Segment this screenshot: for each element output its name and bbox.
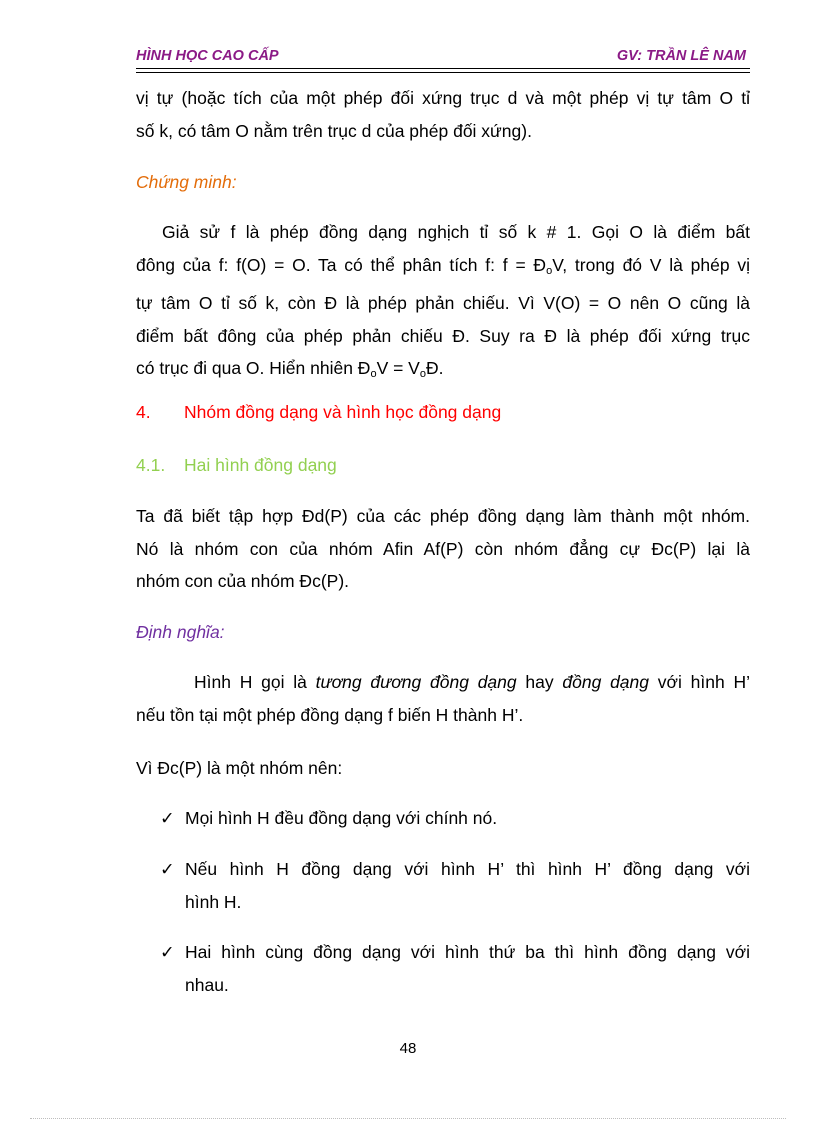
text-line: hình H. [185, 891, 242, 912]
text-line: vị tự (hoặc tích của một phép đối xứng trục d và một phép vị tự tâm O tỉ [136, 88, 750, 108]
text-line: Nếu hình H đồng dạng với hình H’ thì hình H’ đồng dạng với [185, 859, 750, 879]
text-line: có trục đi qua O. Hiển nhiên $Đ_oV$ = $V_oĐ$. [136, 358, 444, 380]
text-line: đông của f: f(O) = O. Ta có thể phân tích f: $f = Đ_oV$, trong đó V là phép vị [136, 254, 750, 277]
since-line [136, 752, 750, 785]
similarity-group-paragraph [136, 500, 750, 598]
text-line: nhau. [185, 974, 229, 995]
text-line: tự tâm O tỉ số k, còn Đ là phép phản chiếu. Vì V(O) = O nên O cũng là [136, 293, 750, 313]
page-number: 48 [399, 1040, 417, 1057]
text-line: Hai hình cùng đồng dạng với hình thứ ba thì hình đồng dạng với [185, 942, 750, 962]
checkmark-icon: ✓ [160, 808, 175, 828]
text-line: số k, có tâm O nằm trên trục d của phép đối xứng). [136, 120, 532, 141]
text-line: nhóm con của nhóm Đc(P). [136, 571, 350, 591]
text-line: Nó là nhóm con của nhóm Afin Af(P) còn nhóm đẳng cự Đc(P) lại là [136, 538, 750, 559]
text-line: Ta đã biết tập hợp Đd(P) của các phép đồng dạng làm thành một nhóm. [136, 506, 750, 526]
header-rule-thin [136, 72, 750, 73]
checkmark-icon: ✓ [160, 859, 175, 879]
section-4-heading [136, 402, 501, 423]
proof-paragraph [136, 216, 750, 391]
definition-paragraph [136, 666, 750, 731]
text-line: điểm bất đông của phép phản chiếu Đ. Suy ra Đ là phép đối xứng trục [136, 325, 750, 346]
intro-paragraph [136, 82, 750, 147]
section-title: Hai hình đồng dạng [184, 455, 337, 475]
section-number: 4. [136, 402, 151, 422]
proof-heading: Chứng minh: [136, 172, 237, 192]
section-title: Nhóm đồng dạng và hình học đồng dạng [184, 402, 502, 422]
checkmark-icon: ✓ [160, 942, 175, 962]
definition-heading: Định nghĩa: [136, 622, 225, 642]
footer-divider [30, 1118, 786, 1119]
text-line: Mọi hình H đều đồng dạng với chính nó. [185, 808, 498, 828]
text-line: Hình H gọi là tương đương đồng dạng hay đồng dạng với hình H’ [194, 672, 750, 692]
section-4-1-heading [136, 455, 337, 476]
text-line: Giả sử f là phép đồng dạng nghịch tỉ số k # 1. Gọi O là điểm bất [162, 222, 750, 242]
header-course-title: HÌNH HỌC CAO CẤP [136, 48, 279, 64]
header-rule [136, 68, 750, 69]
text-line: nếu tồn tại một phép đồng dạng f biến H thành H’. [136, 704, 524, 725]
page-header [136, 48, 750, 70]
section-number: 4.1. [136, 455, 166, 475]
text-line: Vì Đc(P) là một nhóm nên: [136, 758, 343, 778]
header-lecturer: GV: TRẦN LÊ NAM [616, 48, 746, 64]
